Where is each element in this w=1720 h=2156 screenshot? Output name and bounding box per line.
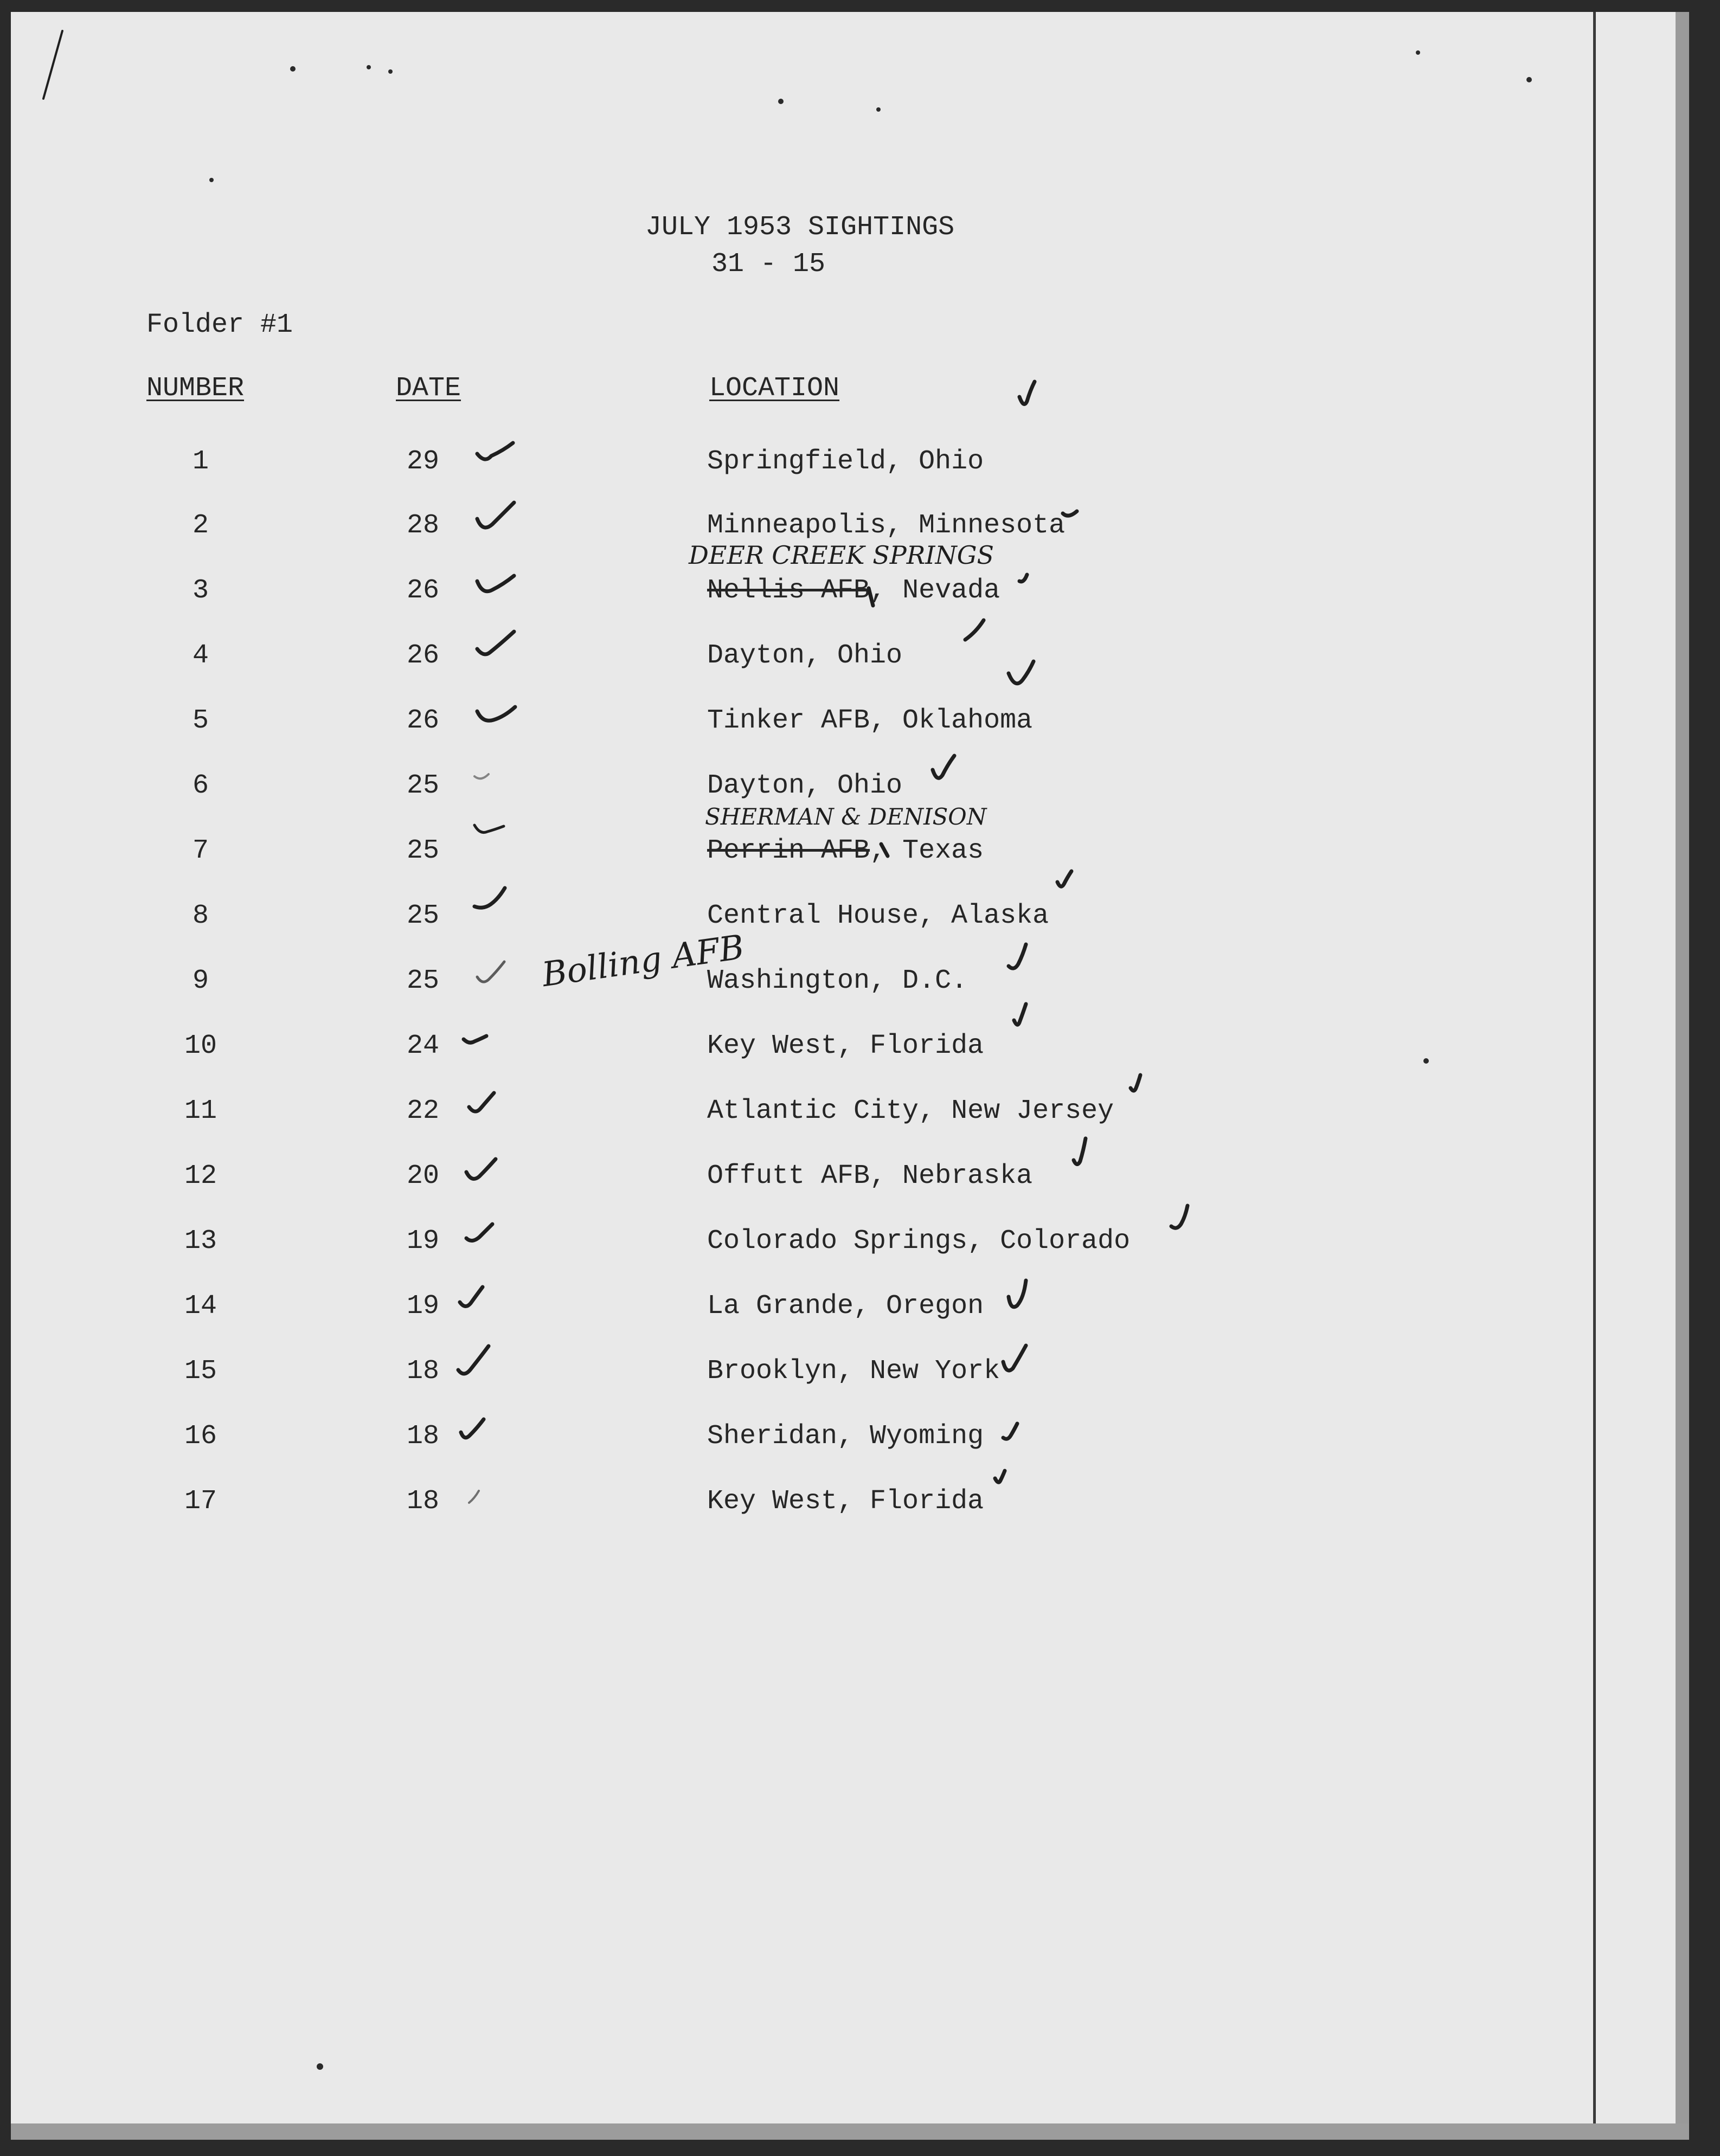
check-mark-icon <box>1009 944 1026 968</box>
row-number: 10 <box>184 1031 217 1061</box>
scan-speck <box>1416 50 1420 55</box>
check-mark-icon <box>1171 1206 1188 1228</box>
row-location: Tinker AFB, Oklahoma <box>707 705 1033 736</box>
row-date: 18 <box>407 1486 440 1517</box>
check-mark-icon <box>477 962 504 982</box>
row-location: Atlantic City, New Jersey <box>707 1096 1114 1127</box>
row-date: 19 <box>407 1291 440 1322</box>
row-location: Sheridan, Wyoming <box>707 1421 984 1452</box>
scan-speck <box>778 99 784 104</box>
check-mark-icon <box>1003 1424 1017 1439</box>
row-location: Washington, D.C. <box>707 966 968 996</box>
row-date: 18 <box>407 1421 440 1452</box>
handwritten-check-marks <box>11 12 1689 2140</box>
scan-speck <box>367 65 371 69</box>
check-mark-icon <box>477 576 514 591</box>
row-date: 25 <box>407 770 440 801</box>
row-number: 3 <box>192 575 209 606</box>
check-mark-icon <box>1019 575 1027 582</box>
column-header-date: DATE <box>396 373 461 404</box>
check-mark-icon <box>474 774 489 778</box>
scan-speck <box>209 178 214 182</box>
row-date: 22 <box>407 1096 440 1127</box>
check-mark-icon <box>466 1224 492 1241</box>
row-number: 6 <box>192 770 209 801</box>
column-header-number: NUMBER <box>146 373 245 404</box>
row-location: Colorado Springs, Colorado <box>707 1226 1131 1257</box>
check-mark-icon <box>469 1491 479 1503</box>
check-mark-icon <box>881 844 888 856</box>
document-page <box>11 12 1689 2140</box>
row-number: 4 <box>192 640 209 671</box>
row-date: 26 <box>407 575 440 606</box>
check-mark-icon <box>474 825 504 833</box>
struck-location: Nellis AFB <box>707 575 870 606</box>
check-mark-icon <box>458 1346 489 1374</box>
check-mark-icon <box>1063 511 1077 516</box>
row-date: 24 <box>407 1031 440 1061</box>
check-mark-icon <box>477 443 513 459</box>
row-date: 20 <box>407 1161 440 1192</box>
row-date: 26 <box>407 640 440 671</box>
handwritten-correction: SHERMAN & DENISON <box>705 803 987 830</box>
check-mark-icon <box>474 888 505 908</box>
row-location: La Grande, Oregon <box>707 1291 984 1322</box>
check-mark-icon <box>965 620 984 640</box>
check-mark-icon <box>1014 1004 1026 1025</box>
check-mark-icon <box>1019 382 1035 404</box>
check-mark-icon <box>1003 1346 1026 1370</box>
check-mark-icon <box>1009 661 1034 684</box>
handwritten-correction: Bolling AFB <box>540 926 747 995</box>
scan-speck <box>317 2063 323 2070</box>
check-mark-icon <box>477 707 515 720</box>
check-mark-icon <box>1009 1280 1026 1307</box>
location-suffix: , Nevada <box>870 575 1000 606</box>
struck-location: Perrin AFB <box>707 835 870 866</box>
check-mark-icon <box>869 588 873 606</box>
check-mark-icon <box>1057 871 1071 886</box>
row-date: 18 <box>407 1356 440 1387</box>
check-mark-icon <box>469 1093 494 1111</box>
scan-speck <box>1423 1058 1429 1064</box>
check-mark-icon <box>1131 1075 1140 1091</box>
check-mark-icon <box>464 1036 486 1042</box>
row-number: 8 <box>192 900 209 931</box>
row-number: 12 <box>184 1161 217 1192</box>
row-location: Minneapolis, Minnesota <box>707 510 1066 541</box>
row-location: Springfield, Ohio <box>707 446 984 477</box>
row-number: 16 <box>184 1421 217 1452</box>
row-location: Central House, Alaska <box>707 900 1049 931</box>
row-date: 25 <box>407 900 440 931</box>
row-number: 1 <box>192 446 209 477</box>
row-location: Key West, Florida <box>707 1031 984 1061</box>
handwritten-correction: DEER CREEK SPRINGS <box>689 540 994 570</box>
row-number: 7 <box>192 835 209 866</box>
row-number: 14 <box>184 1291 217 1322</box>
row-date: 29 <box>407 446 440 477</box>
check-mark-icon <box>1074 1138 1086 1164</box>
document-subtitle: 31 - 15 <box>711 249 826 280</box>
row-date: 25 <box>407 835 440 866</box>
check-mark-icon <box>995 1471 1005 1482</box>
row-number: 13 <box>184 1226 217 1257</box>
row-date: 26 <box>407 705 440 736</box>
row-number: 9 <box>192 966 209 996</box>
column-header-location: LOCATION <box>709 373 840 404</box>
row-location: Offutt AFB, Nebraska <box>707 1161 1033 1192</box>
document-title: JULY 1953 SIGHTINGS <box>645 212 955 243</box>
row-location: Key West, Florida <box>707 1486 984 1517</box>
check-mark-icon <box>477 503 514 527</box>
row-date: 19 <box>407 1226 440 1257</box>
folder-label: Folder #1 <box>146 310 293 340</box>
scan-speck <box>290 66 296 72</box>
row-number: 5 <box>192 705 209 736</box>
check-mark-icon <box>477 632 514 654</box>
check-mark-icon <box>460 1287 483 1307</box>
row-location: Brooklyn, New York <box>707 1356 1000 1387</box>
row-number: 2 <box>192 510 209 541</box>
row-date: 25 <box>407 966 440 996</box>
check-mark-icon <box>933 756 954 778</box>
check-mark-icon <box>466 1159 496 1179</box>
corner-stray-mark <box>43 31 62 99</box>
row-number: 15 <box>184 1356 217 1387</box>
scan-speck <box>388 69 393 74</box>
row-date: 28 <box>407 510 440 541</box>
scan-speck <box>1526 77 1532 82</box>
row-location: Dayton, Ohio <box>707 640 903 671</box>
location-suffix: , Texas <box>870 835 984 866</box>
check-mark-icon <box>461 1419 484 1438</box>
row-number: 11 <box>184 1096 217 1127</box>
row-number: 17 <box>184 1486 217 1517</box>
row-location: Dayton, Ohio <box>707 770 903 801</box>
scan-speck <box>876 107 881 112</box>
